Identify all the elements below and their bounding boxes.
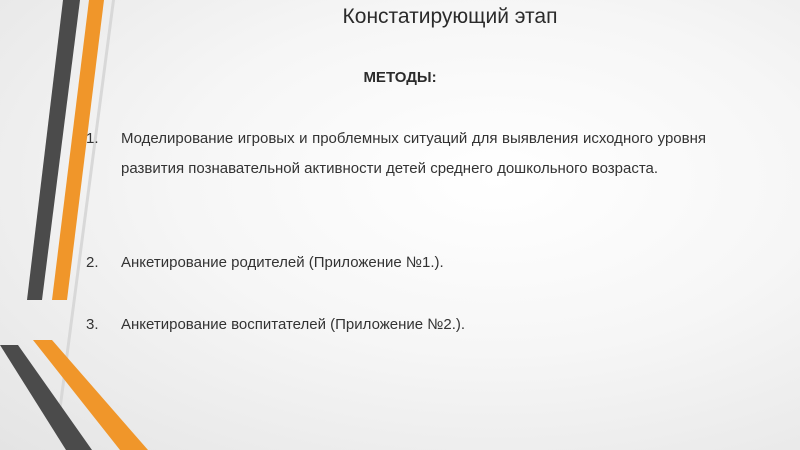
- list-item: [86, 248, 706, 278]
- list-item: [86, 124, 706, 214]
- dark-stripe-bottom: [0, 345, 92, 450]
- methods-list: [86, 124, 706, 340]
- list-item-text: Анкетирование родителей (Приложение №1.).: [121, 254, 444, 271]
- list-item: [86, 310, 706, 340]
- list-item-number: 3.: [86, 316, 99, 333]
- list-item-number: 1.: [86, 130, 99, 147]
- list-item-text: Анкетирование воспитателей (Приложение №2.).: [121, 316, 466, 333]
- list-item-number: 2.: [86, 254, 99, 271]
- methods-heading: МЕТОДЫ:: [363, 69, 437, 86]
- list-item-text: Моделирование игровых и проблемных ситуаций для выявления исходного уровня развития познавательной активности детей среднего дошкольного возраста.: [121, 130, 706, 177]
- slide-title: Констатирующий этап: [342, 5, 558, 28]
